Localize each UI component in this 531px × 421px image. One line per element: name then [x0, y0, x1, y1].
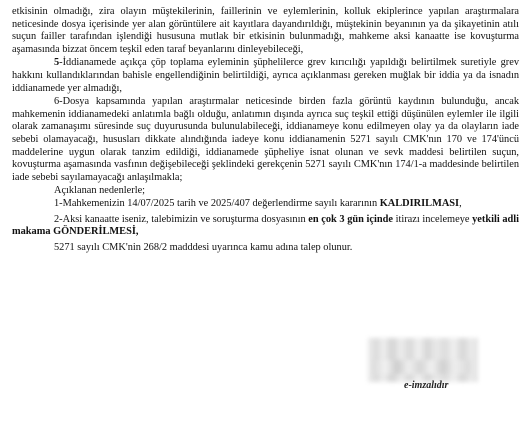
paragraph-5-number: 5	[54, 57, 60, 69]
request-item-2-authority: yetkili adli makama GÖNDERİLMESİ,	[12, 213, 519, 238]
request-item-2-mid: itirazı incelemeye	[395, 213, 470, 225]
paragraph-5	[12, 57, 519, 95]
redacted-signature-block	[368, 338, 478, 384]
document-body	[12, 6, 519, 254]
paragraph-4-continuation: etkisinin olmadığı, zira olayın müştekilerinin, faillerinin ve eylemlerinin, kolluk ekiplerince yapılan araştırmalara neticesinde dosya içerisinde yer alan görüntülere ait kayıtlara dayandırıldığı, müştekinin beyanının ya da şikayetinin atılı suçun failler tarafından işlendiği hususuna mutlak bir etkisinin bulunmadığı, mahkeme aksi kanaatte ise kovuşturma aşamasında bizzat öncem teşkil eden taraf beyanlarını dinleyebileceği,	[12, 6, 519, 55]
paragraph-5-text: -İddianamede açıkça çöp toplama eyleminin şüphelilerce grev kırıcılığı yapıldığı belirtilmek suretiyle grev hakkını kullandıklarından bahisle engellendiğinin belirtildiği, ayrıca açıklanması gereken muğlak bir iddia ya da isnadın iddianamede yer almadığı,	[12, 57, 519, 94]
request-item-2	[12, 214, 519, 239]
paragraph-6: 6-Dosya kapsamında yapılan araştırmalar neticesinde birden fazla görüntü kaydının bulunduğu, ancak mahkemenin iddianamedeki anlatımla bağlı olduğu, anlatımın dışında ayrıca suç teşkil ettiği düşünülen eylemler ile ilgili olarak zamanaşımı süresinde suç duyurusunda bulunulabileceği, iddianameye konu edilmeyen olay ya da olayların iade sebebi olamayacağı, hususları dikkate alındığında iadeye konu iddianamenin 5271 sayılı CMK'nın 170 ve 174'üncü maddelerine uygun olarak tanzim edildiği, iddianamede şüpheliye isnat olunan ve sevk maddesi belirtilen suçun, kovuşturma aşamasında vasfının değişebileceği şeklindeki gerekçenin 5271 sayılı CMK'nın 174/1-a maddesinde belirtilen iade sebebi sayılamayacağı anlaşılmakla;	[12, 96, 519, 183]
e-signature-label: e-imzalıdır	[404, 380, 449, 391]
request-item-1	[12, 198, 519, 211]
request-item-1-text: 1-Mahkemenizin 14/07/2025 tarih ve 2025/407 değerlendirme sayılı kararının	[54, 197, 378, 209]
redaction-blur-row	[374, 360, 470, 374]
request-item-2-text: 2-Aksi kanaatte iseniz, talebimizin ve soruşturma dosyasının	[54, 213, 306, 225]
final-request: 5271 sayılı CMK'nin 268/2 madddesi uyarınca kamu adına talep olunur.	[54, 241, 353, 253]
request-item-1-bold: KALDIRILMASI	[379, 197, 460, 209]
request-item-2-deadline: en çok 3 gün içinde	[308, 213, 393, 225]
request-item-1-suffix: ,	[459, 197, 462, 209]
reasons-intro: Açıklanan nedenlerle;	[54, 185, 146, 197]
